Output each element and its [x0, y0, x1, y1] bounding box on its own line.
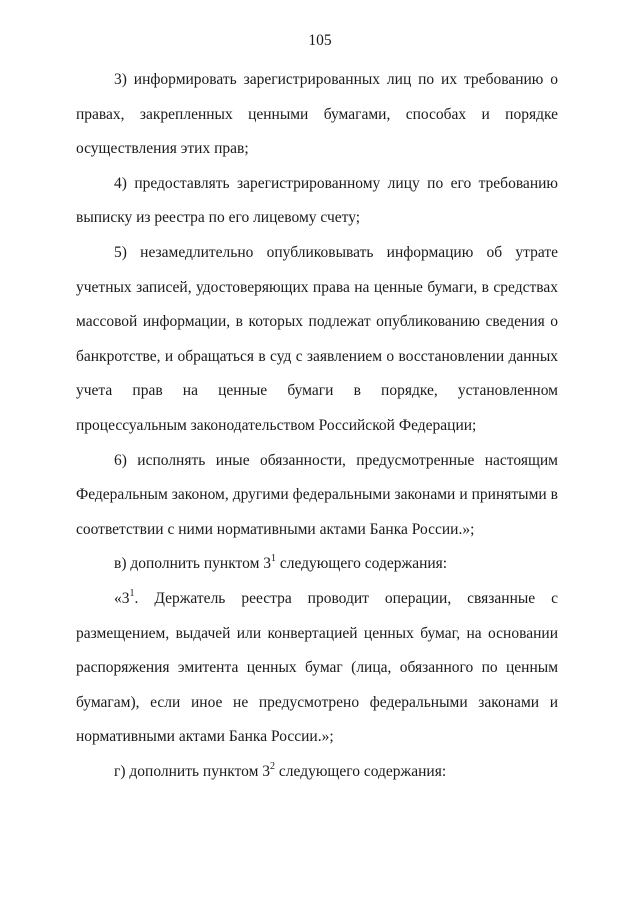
page-number: 105: [308, 32, 332, 49]
text-run: следующего содержания:: [275, 762, 447, 780]
paragraph-item-3: 3) информировать зарегистрированных лиц по их требованию о правах, закрепленных ценными бумагами, способах и порядке осуществления этих прав;: [76, 71, 558, 158]
superscript: 1: [129, 587, 135, 599]
superscript: 1: [271, 553, 276, 565]
paragraph-amendment-g: [76, 755, 558, 790]
paragraph-item-4: 4) предоставлять зарегистрированному лицу по его требованию выписку из реестра по его лицевому счету;: [76, 174, 558, 227]
text-run: г) дополнить пунктом 3: [114, 762, 271, 780]
document-body: [76, 63, 558, 789]
paragraph-item-6: 6) исполнять иные обязанности, предусмотренные настоящим Федеральным законом, другими федеральными законами и принятыми в соответствии с ними нормативными актами Банка России.»;: [76, 451, 558, 538]
paragraph-item-3-1: [76, 582, 558, 755]
text-run: в) дополнить пунктом 3: [114, 555, 271, 573]
superscript: 2: [270, 760, 276, 772]
paragraph-item-5: 5) незамедлительно опубликовывать информацию об утрате учетных записей, удостоверяющих права на ценные бумаги, в средствах массовой информации, в которых подлежат опубликованию сведения о банкротстве, и обращаться в суд с заявлением о восстановлении данных учета прав на ценные бумаги в порядке, установленном процессуальным законодательством Российской Федерации;: [76, 243, 558, 434]
text-run: . Держатель реестра проводит операции, связанные с размещением, выдачей или конвертацией ценных бумаг, на основании распоряжения эмитента ценных бумаг (лица, обязанного по ценным бумагам), если иное не предусмотрено федеральными законами и нормативными актами Банка России.»;: [76, 589, 558, 746]
text-run: «3: [114, 589, 130, 607]
text-run: следующего содержания:: [276, 555, 448, 573]
paragraph-amendment-v: [76, 547, 558, 582]
